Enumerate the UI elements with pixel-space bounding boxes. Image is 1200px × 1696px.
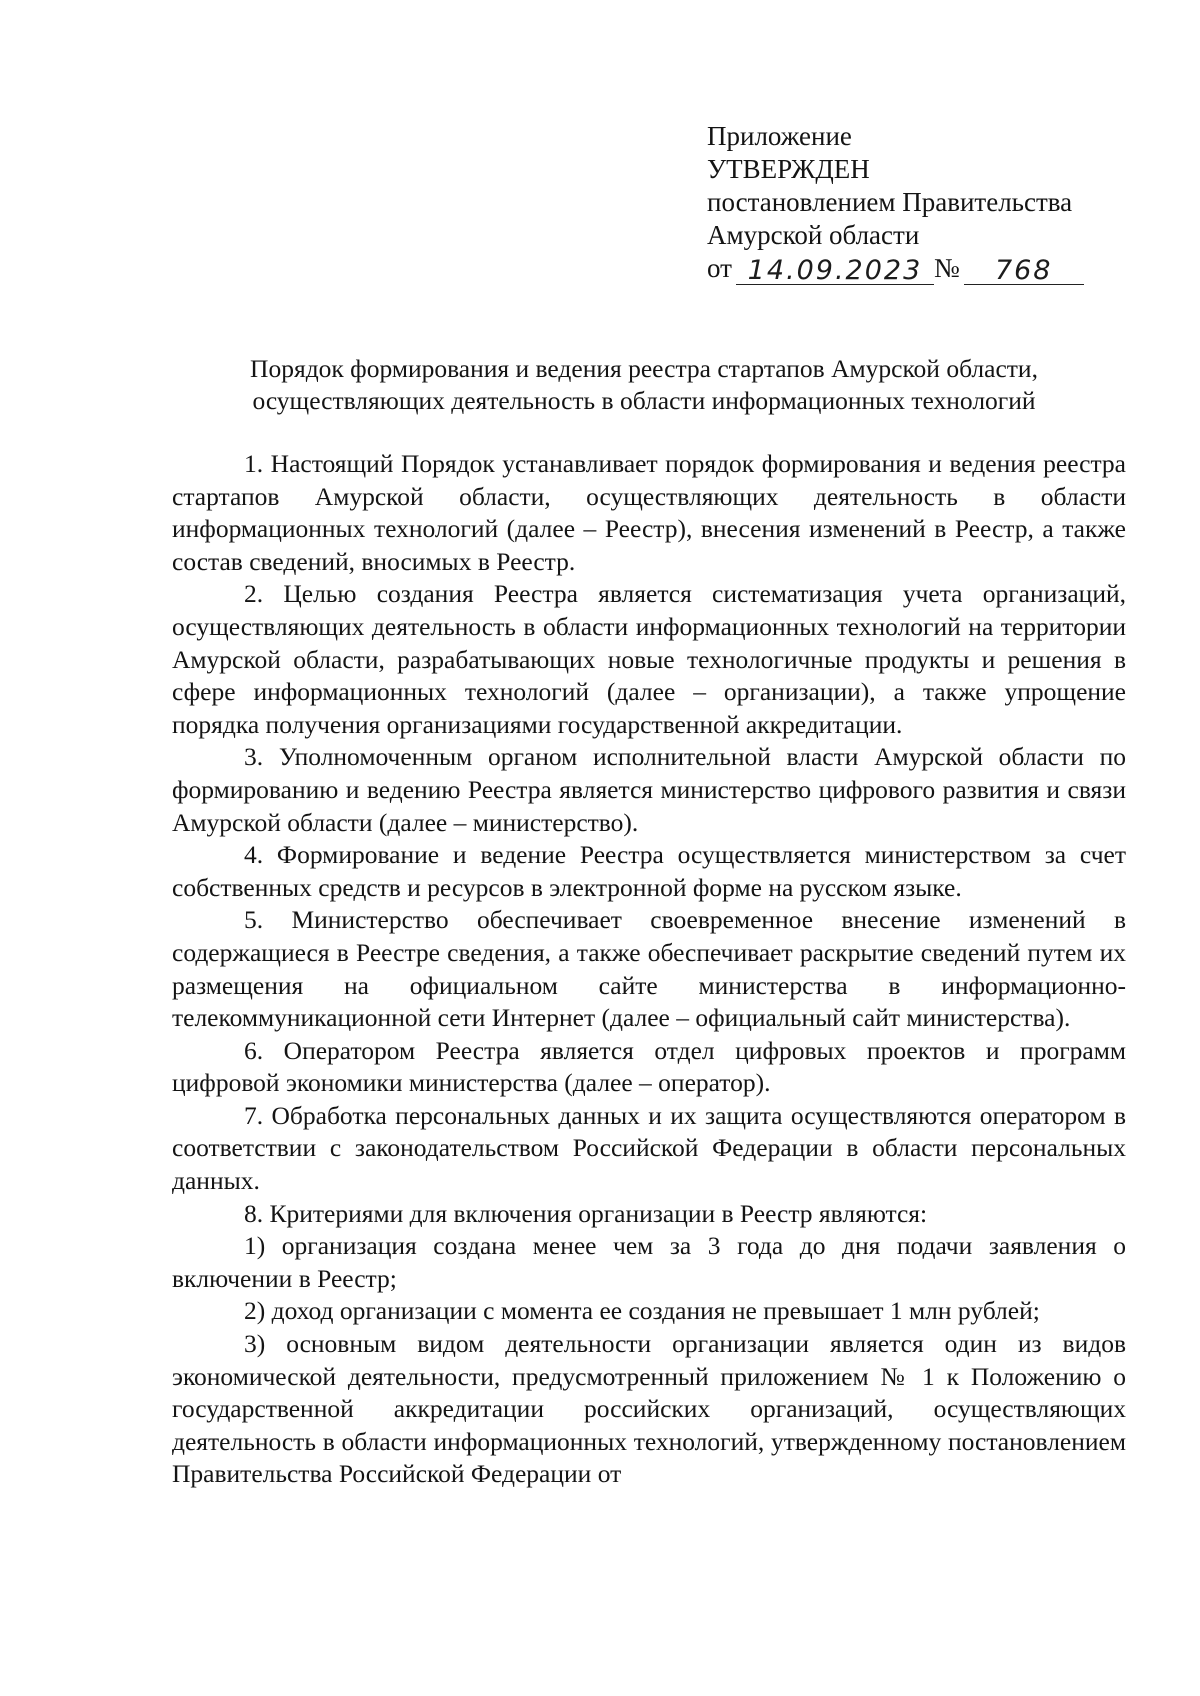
paragraph: 2. Целью создания Реестра является систематизация учета организаций, осуществляющих деятельность в области информационных технологий на территории Амурской области, разрабатывающих новые технологичные продукты и решения в сфере информационных технологий (далее – организации), а также упрощение порядка получения организациями государственной аккредитации. (172, 579, 1126, 739)
paragraph: 5. Министерство обеспечивает своевременное внесение изменений в содержащиеся в Реестре сведения, а также обеспечивает раскрытие сведений путем их размещения на официальном сайте министерства в информационно-телекоммуникационной сети Интернет (далее – официальный сайт министерства). (172, 905, 1126, 1033)
title-line-1: Порядок формирования и ведения реестра стартапов Амурской области, (250, 354, 1038, 383)
criteria-item: 3) основным видом деятельности организации является один из видов экономической деятельности, предусмотренный приложением № 1 к Положению о государственной аккредитации российских организаций, осуществляющих деятельность в области информационных технологий, утвержденному постановлением Правительства Российской Федерации от (172, 1329, 1126, 1489)
approval-resolution-label: постановлением Правительства (707, 187, 1073, 217)
document-body (172, 448, 1126, 1491)
approval-appendix-label: Приложение (707, 121, 852, 151)
paragraph: 4. Формирование и ведение Реестра осуществляется министерством за счет собственных средств и ресурсов в электронной форме на русском языке. (172, 840, 1126, 902)
paragraph: 3. Уполномоченным органом исполнительной власти Амурской области по формированию и ведению Реестра является министерство цифрового развития и связи Амурской области (далее – министерство). (172, 742, 1126, 837)
document-title (170, 353, 1118, 417)
date-prefix: от (707, 253, 732, 283)
paragraph: 6. Оператором Реестра является отдел цифровых проектов и программ цифровой экономики министерства (далее – оператор). (172, 1035, 1126, 1098)
approval-stamp-block (707, 120, 1084, 285)
paragraph: 1. Настоящий Порядок устанавливает порядок формирования и ведения реестра стартапов Амурской области, осуществляющих деятельность в области информационных технологий (далее – Реестр), внесения изменений в Реестр, а также состав сведений, вносимых в Реестр. (172, 449, 1126, 576)
approval-date-number-line (707, 252, 1084, 285)
criteria-item: 1) организация создана менее чем за 3 года до дня подачи заявления о включении в Реестр; (172, 1231, 1126, 1293)
number-prefix: № (933, 253, 960, 283)
paragraph: 7. Обработка персональных данных и их защита осуществляются оператором в соответствии с законодательством Российской Федерации в области персональных данных. (172, 1100, 1126, 1196)
approval-region-label: Амурской области (707, 220, 920, 250)
title-line-2: осуществляющих деятельность в области информационных технологий (252, 386, 1036, 415)
handwritten-date: 14.09.2023 (736, 258, 934, 285)
approval-approved-label: УТВЕРЖДЕН (707, 154, 870, 184)
paragraph: 8. Критериями для включения организации в Реестр являются: (244, 1198, 928, 1228)
handwritten-number: 768 (964, 258, 1084, 285)
criteria-item: 2) доход организации с момента ее создания не превышает 1 млн рублей; (244, 1296, 1040, 1326)
